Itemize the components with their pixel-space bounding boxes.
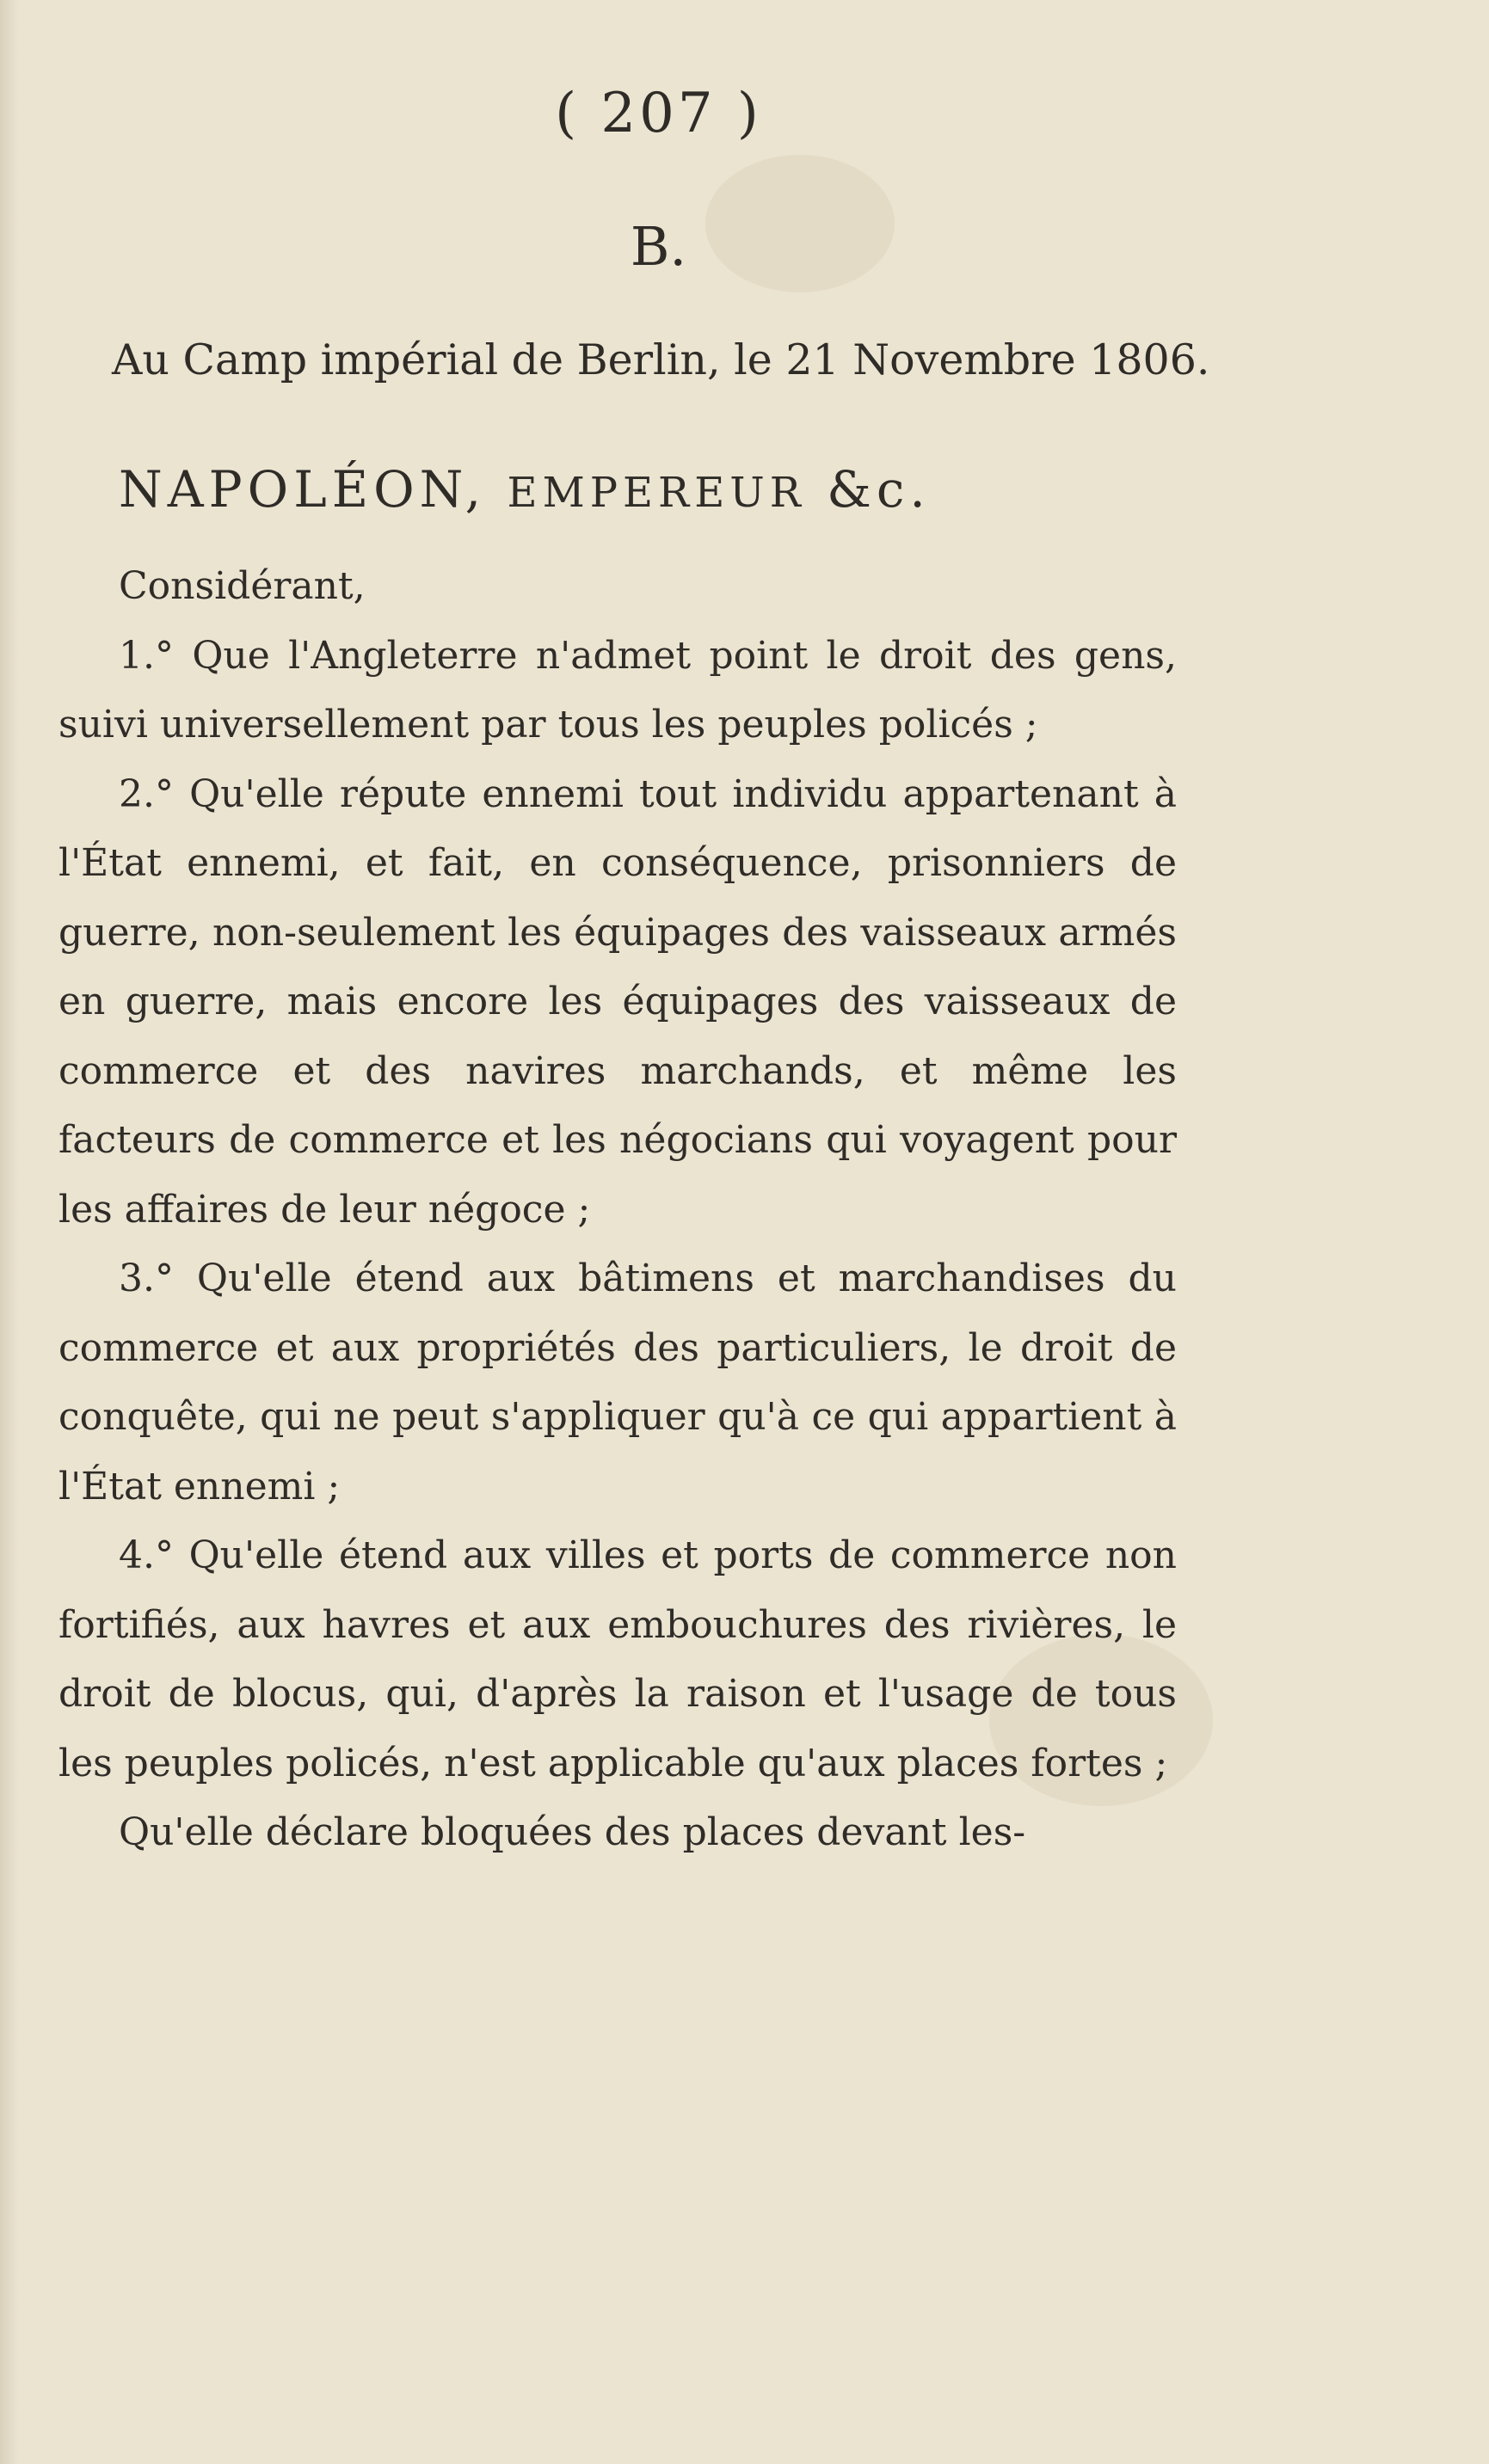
paragraph-5: Qu'elle déclare bloquées des places devant les- [119, 1810, 1026, 1854]
paragraph-2: 2.° Qu'elle répute ennemi tout individu appartenant à l'État ennemi, et fait, en conséquence, prisonniers de guerre, non-seulement les équipages des vaisseaux armés en guerre, mais encore les équipages des vaisseaux de commerce et des navires marchands, et même les facteurs de commerce et les négocians qui voyagent pour les affaires de leur négoce ; [58, 771, 1177, 1232]
page-binding-edge [0, 0, 19, 2464]
page-number: ( 207 ) [555, 82, 762, 145]
paragraph-4: 4.° Qu'elle étend aux villes et ports de commerce non fortifiés, aux havres et aux embouchures des rivières, le droit de blocus, qui, d'après la raison et l'usage de tous les peuples policés, n'est applicable qu'aux places fortes ; [58, 1533, 1177, 1785]
paragraph-1: 1.° Que l'Angleterre n'admet point le droit des gens, suivi universellement par tous les peuples policés ; [58, 633, 1177, 747]
decree-heading [119, 460, 1211, 519]
paragraph-considerant: Considérant, [119, 564, 366, 608]
heading-suffix: &c. [805, 460, 931, 519]
heading-separator: , [465, 460, 508, 519]
body-text [58, 552, 1177, 1868]
section-letter: B. [630, 215, 687, 278]
dateline: Au Camp impérial de Berlin, le 21 Novembre 1806. [112, 335, 1210, 384]
paragraph-3: 3.° Qu'elle étend aux bâtimens et marchandises du commerce et aux propriétés des particuliers, le droit de conquête, qui ne peut s'appliquer qu'à ce qui appartient à l'État ennemi ; [58, 1257, 1177, 1509]
heading-name: NAPOLÉON [119, 460, 465, 519]
heading-title: EMPEREUR [507, 469, 806, 517]
